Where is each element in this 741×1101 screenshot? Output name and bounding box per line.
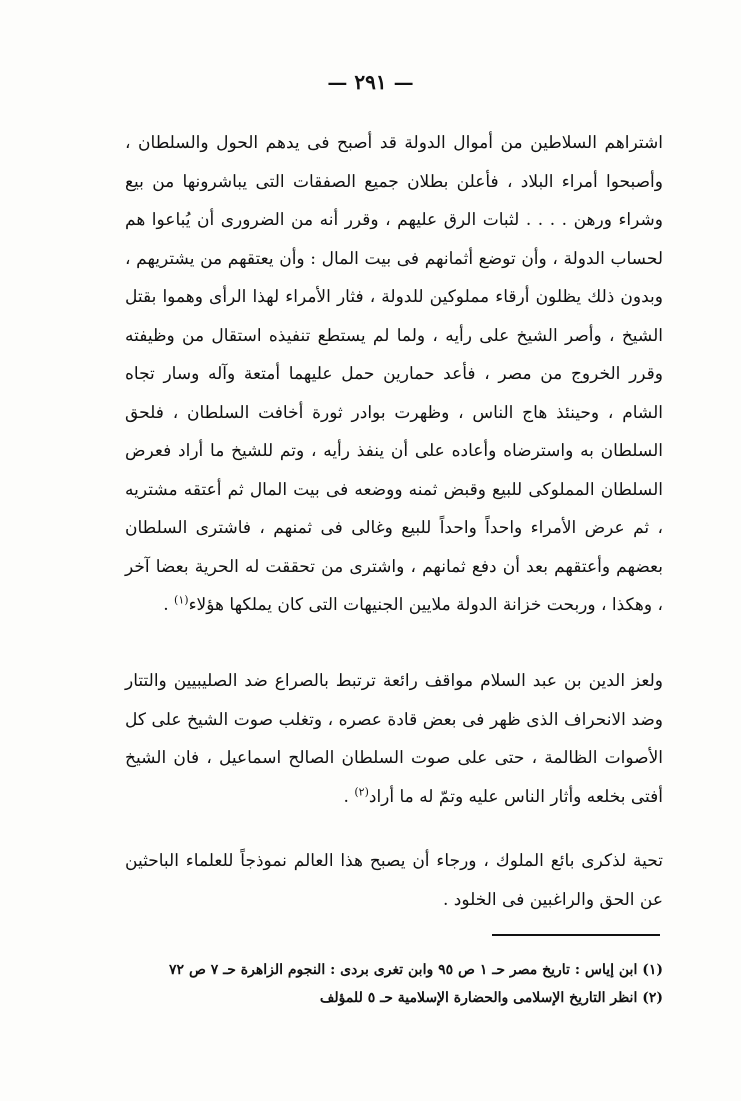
paragraph-3-text: تحية لذكرى بائع الملوك ، ورجاء أن يصبح هذا العالم نموذجاً للعلماء الباحثين عن الحق والراغبين فى الخلود . — [125, 851, 663, 910]
paragraph-1-text: اشتراهم السلاطين من أموال الدولة قد أصبح فى يدهم الحول والسلطان ، وأصبحوا أمراء البلاد ، فأعلن بطلان جميع الصفقات التى يباشرونها من بيع وشراء ورهن . . . . لثبات الرق عليهم ، وقرر أنه من الضرورى أن يُباعوا هم لحساب الدولة ، وأن توضع أثمانهم فى بيت المال : وأن يعتقهم من يشتريهم ، وبدون ذلك يظلون أرقاء مملوكين للدولة ، فثار الأمراء لهذا الرأى وهموا بقتل الشيخ ، وأصر الشيخ على رأيه ، ولما لم يستطع تنفيذه استقال من وظيفته وقرر الخروج من مصر ، فأعد حمارين حمل عليهما أمتعة وآله وسار تجاه الشام ، وحينئذ هاج الناس ، وظهرت بوادر ثورة أخافت السلطان ، فلحق السلطان به واسترضاه وأعاده على أن ينفذ رأيه ، وتم للشيخ ما أراد فعرض السلطان المملوكى للبيع وقبض ثمنه ووضعه فى بيت المال ثم أعتقه مشتريه ، ثم عرض الأمراء واحداً واحداً للبيع وغالى فى ثمنهم ، فاشترى السلطان بعضهم وأعتقهم بعد أن دفع ثمانهم ، واشترى من تحققت له الحرية بعضا آخر ، وهكذا ، وربحت خزانة الدولة ملايين الجنيهات التى كان يملكها هؤلاء — [125, 133, 663, 615]
paragraph-1-end: . — [163, 595, 175, 615]
footnote-ref-1: (١) — [174, 593, 189, 607]
footnote-ref-2: (٢) — [354, 784, 369, 798]
paragraph-2-text: ولعز الدين بن عبد السلام مواقف رائعة ترتبط بالصراع ضد الصليبيين والتتار وضد الانحراف الذى ظهر فى بعض قادة عصره ، وتغلب صوت الشيخ على كل الأصوات الظالمة ، حتى على صوت السلطان الصالح اسماعيل ، فان الشيخ أفتى بخلعه وأثار الناس عليه وتمّ له ما أراد — [125, 671, 663, 807]
paragraph-2-end: . — [343, 786, 355, 807]
footnote-2: (٢) انظر التاريخ الإسلامى والحضارة الإسلامية حـ ٥ للمؤلف — [319, 990, 663, 1006]
footnote-1: (١) ابن إياس : تاريخ مصر حـ ١ ص ٩٥ وابن تغرى بردى : النجوم الزاهرة حـ ٧ ص ٧٢ — [169, 962, 663, 978]
page-number: — ٢٩١ — — [327, 70, 414, 94]
paragraph-3 — [125, 842, 663, 919]
footnote-divider — [492, 934, 660, 936]
footnotes — [125, 958, 663, 1014]
paragraph-2 — [125, 662, 663, 816]
paragraph-1 — [125, 124, 663, 625]
